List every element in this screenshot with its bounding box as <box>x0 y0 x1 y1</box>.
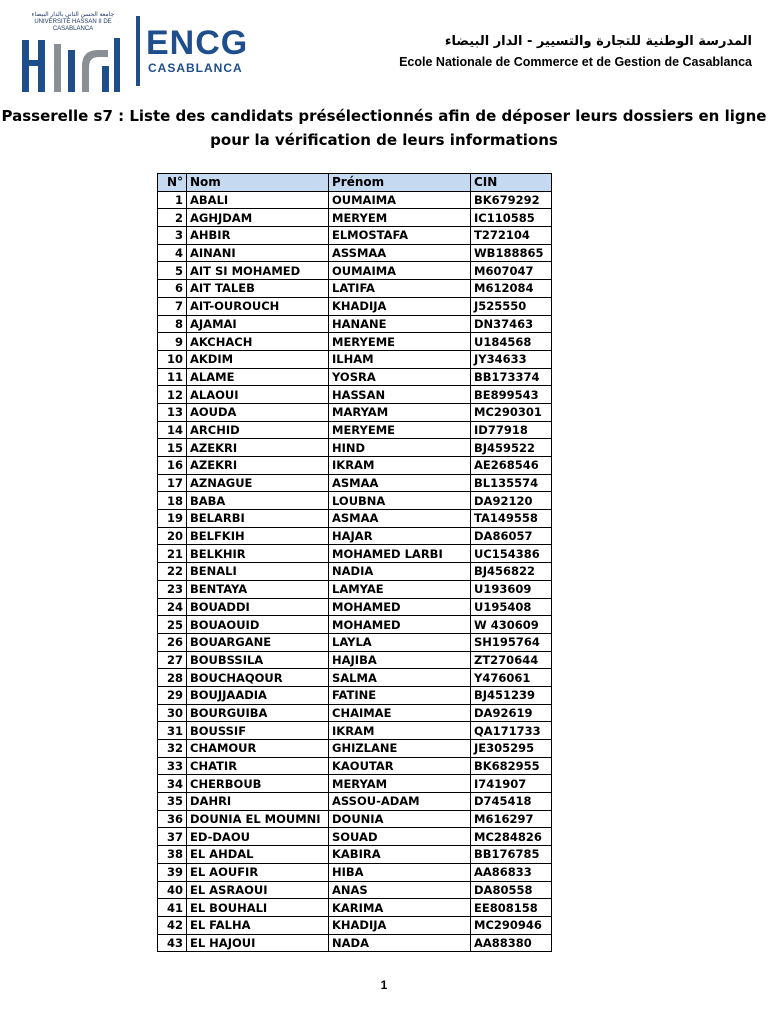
cell-nom: CHAMOUR <box>187 740 329 758</box>
column-header-nom: Nom <box>187 174 329 192</box>
cell-cin: AA88380 <box>471 934 552 952</box>
table-row <box>158 810 552 828</box>
cell-number: 28 <box>158 669 187 687</box>
table-row <box>158 280 552 298</box>
table-row <box>158 403 552 421</box>
table-row <box>158 775 552 793</box>
cell-number: 2 <box>158 209 187 227</box>
cell-cin: IC110585 <box>471 209 552 227</box>
cell-number: 13 <box>158 403 187 421</box>
cell-nom: BOUARGANE <box>187 633 329 651</box>
cell-nom: AIT SI MOHAMED <box>187 262 329 280</box>
cell-prenom: MOHAMED LARBI <box>329 545 471 563</box>
column-header-prenom: Prénom <box>329 174 471 192</box>
cell-prenom: MARYAM <box>329 403 471 421</box>
cell-cin: BJ459522 <box>471 439 552 457</box>
cell-prenom: LAMYAE <box>329 580 471 598</box>
logo-wordmark: ENCG <box>146 24 249 62</box>
cell-prenom: HAJAR <box>329 527 471 545</box>
cell-nom: AKDIM <box>187 350 329 368</box>
cell-number: 18 <box>158 492 187 510</box>
cell-prenom: SALMA <box>329 669 471 687</box>
table-row <box>158 881 552 899</box>
cell-number: 16 <box>158 457 187 475</box>
cell-nom: AIT-OUROUCH <box>187 297 329 315</box>
school-name-arabic: المدرسة الوطنية للتجارة والتسيير - الدار البيضاء <box>444 34 752 49</box>
cell-cin: DA92619 <box>471 704 552 722</box>
cell-cin: T272104 <box>471 227 552 245</box>
table-row <box>158 580 552 598</box>
cell-cin: ID77918 <box>471 421 552 439</box>
cell-cin: SH195764 <box>471 633 552 651</box>
cell-nom: ALAOUI <box>187 386 329 404</box>
table-row <box>158 191 552 209</box>
cell-cin: DA80558 <box>471 881 552 899</box>
cell-number: 35 <box>158 793 187 811</box>
table-header-row <box>158 174 552 192</box>
cell-cin: BL135574 <box>471 474 552 492</box>
cell-number: 25 <box>158 616 187 634</box>
cell-nom: AINANI <box>187 244 329 262</box>
cell-prenom: ASMAA <box>329 510 471 528</box>
cell-cin: BK682955 <box>471 757 552 775</box>
table-row <box>158 209 552 227</box>
table-row <box>158 793 552 811</box>
cell-cin: DA86057 <box>471 527 552 545</box>
cell-prenom: HIND <box>329 439 471 457</box>
cell-prenom: ELMOSTAFA <box>329 227 471 245</box>
table-row <box>158 616 552 634</box>
cell-nom: ABALI <box>187 191 329 209</box>
column-header-cin: CIN <box>471 174 552 192</box>
cell-cin: AE268546 <box>471 457 552 475</box>
cell-nom: CHERBOUB <box>187 775 329 793</box>
school-name-block <box>399 34 752 69</box>
cell-number: 42 <box>158 916 187 934</box>
cell-cin: U184568 <box>471 333 552 351</box>
cell-prenom: ANAS <box>329 881 471 899</box>
table-row <box>158 563 552 581</box>
table-row <box>158 863 552 881</box>
cell-cin: MC290301 <box>471 403 552 421</box>
cell-prenom: OUMAIMA <box>329 191 471 209</box>
cell-prenom: ASSMAA <box>329 244 471 262</box>
table-row <box>158 757 552 775</box>
cell-nom: EL BOUHALI <box>187 899 329 917</box>
cell-number: 8 <box>158 315 187 333</box>
logo-subtitle: CASABLANCA <box>148 61 243 75</box>
table-row <box>158 474 552 492</box>
cell-number: 29 <box>158 686 187 704</box>
cell-nom: BELFKIH <box>187 527 329 545</box>
cell-prenom: HAJIBA <box>329 651 471 669</box>
page-number: 1 <box>380 978 388 992</box>
cell-nom: EL ASRAOUI <box>187 881 329 899</box>
university-name-french: UNIVERSITÉ HASSAN II DE CASABLANCA <box>34 19 112 32</box>
cell-cin: BK679292 <box>471 191 552 209</box>
cell-prenom: LATIFA <box>329 280 471 298</box>
table-row <box>158 421 552 439</box>
cell-prenom: KAOUTAR <box>329 757 471 775</box>
cell-cin: Y476061 <box>471 669 552 687</box>
document-title <box>0 104 768 152</box>
cell-prenom: MOHAMED <box>329 616 471 634</box>
cell-prenom: MERYEME <box>329 333 471 351</box>
cell-cin: I741907 <box>471 775 552 793</box>
cell-prenom: GHIZLANE <box>329 740 471 758</box>
table-row <box>158 492 552 510</box>
cell-number: 37 <box>158 828 187 846</box>
cell-cin: M607047 <box>471 262 552 280</box>
cell-prenom: LOUBNA <box>329 492 471 510</box>
cell-number: 34 <box>158 775 187 793</box>
cell-prenom: NADIA <box>329 563 471 581</box>
cell-number: 30 <box>158 704 187 722</box>
table-row <box>158 934 552 952</box>
cell-nom: BOUSSIF <box>187 722 329 740</box>
logo-divider <box>136 16 140 86</box>
cell-number: 5 <box>158 262 187 280</box>
cell-nom: AZNAGUE <box>187 474 329 492</box>
cell-cin: M616297 <box>471 810 552 828</box>
cell-cin: MC284826 <box>471 828 552 846</box>
table-row <box>158 386 552 404</box>
table-row <box>158 598 552 616</box>
cell-nom: BENALI <box>187 563 329 581</box>
cell-number: 15 <box>158 439 187 457</box>
cell-number: 9 <box>158 333 187 351</box>
cell-prenom: DOUNIA <box>329 810 471 828</box>
cell-cin: ZT270644 <box>471 651 552 669</box>
cell-prenom: ASSOU-ADAM <box>329 793 471 811</box>
cell-nom: AHBIR <box>187 227 329 245</box>
table-row <box>158 510 552 528</box>
cell-prenom: KABIRA <box>329 846 471 864</box>
table-row <box>158 704 552 722</box>
cell-cin: JE305295 <box>471 740 552 758</box>
table-row <box>158 633 552 651</box>
cell-number: 27 <box>158 651 187 669</box>
cell-number: 20 <box>158 527 187 545</box>
encg-logo <box>14 12 264 86</box>
university-name-arabic: جامعة الحسن الثاني بالدار البيضاء <box>31 12 115 18</box>
cell-nom: BOUAOUID <box>187 616 329 634</box>
cell-number: 24 <box>158 598 187 616</box>
cell-cin: W 430609 <box>471 616 552 634</box>
table-row <box>158 439 552 457</box>
cell-prenom: ILHAM <box>329 350 471 368</box>
cell-nom: DAHRI <box>187 793 329 811</box>
cell-cin: D745418 <box>471 793 552 811</box>
cell-cin: BB173374 <box>471 368 552 386</box>
document-header <box>0 0 768 92</box>
cell-nom: AOUDA <box>187 403 329 421</box>
cell-prenom: MOHAMED <box>329 598 471 616</box>
cell-number: 38 <box>158 846 187 864</box>
cell-nom: AZEKRI <box>187 439 329 457</box>
cell-nom: BOURGUIBA <box>187 704 329 722</box>
cell-cin: DN37463 <box>471 315 552 333</box>
cell-number: 3 <box>158 227 187 245</box>
cell-nom: AZEKRI <box>187 457 329 475</box>
cell-nom: ED-DAOU <box>187 828 329 846</box>
cell-cin: DA92120 <box>471 492 552 510</box>
cell-nom: AIT TALEB <box>187 280 329 298</box>
column-header-number: N° <box>158 174 187 192</box>
cell-number: 6 <box>158 280 187 298</box>
cell-nom: BELARBI <box>187 510 329 528</box>
cell-cin: M612084 <box>471 280 552 298</box>
table-row <box>158 846 552 864</box>
university-emblem-icon <box>16 30 128 96</box>
cell-number: 21 <box>158 545 187 563</box>
cell-nom: CHATIR <box>187 757 329 775</box>
cell-prenom: KARIMA <box>329 899 471 917</box>
cell-number: 39 <box>158 863 187 881</box>
cell-prenom: MERYEME <box>329 421 471 439</box>
table-row <box>158 333 552 351</box>
title-line-1: Passerelle s7 : Liste des candidats présélectionnés afin de déposer leurs dossiers en ligne <box>1 107 767 125</box>
table-row <box>158 740 552 758</box>
cell-cin: MC290946 <box>471 916 552 934</box>
table-row <box>158 368 552 386</box>
cell-cin: WB188865 <box>471 244 552 262</box>
cell-number: 10 <box>158 350 187 368</box>
cell-cin: EE808158 <box>471 899 552 917</box>
cell-number: 17 <box>158 474 187 492</box>
cell-number: 14 <box>158 421 187 439</box>
cell-nom: EL FALHA <box>187 916 329 934</box>
table-row <box>158 262 552 280</box>
cell-cin: J525550 <box>471 297 552 315</box>
cell-prenom: KHADIJA <box>329 297 471 315</box>
table-row <box>158 899 552 917</box>
table-row <box>158 545 552 563</box>
cell-number: 23 <box>158 580 187 598</box>
cell-number: 43 <box>158 934 187 952</box>
cell-cin: QA171733 <box>471 722 552 740</box>
cell-nom: DOUNIA EL MOUMNI <box>187 810 329 828</box>
table-row <box>158 244 552 262</box>
cell-prenom: YOSRA <box>329 368 471 386</box>
cell-prenom: IKRAM <box>329 722 471 740</box>
cell-cin: BJ451239 <box>471 686 552 704</box>
table-row <box>158 315 552 333</box>
cell-number: 31 <box>158 722 187 740</box>
cell-cin: U195408 <box>471 598 552 616</box>
cell-nom: BELKHIR <box>187 545 329 563</box>
cell-nom: BOUJJAADIA <box>187 686 329 704</box>
cell-nom: AGHJDAM <box>187 209 329 227</box>
cell-nom: ARCHID <box>187 421 329 439</box>
cell-prenom: OUMAIMA <box>329 262 471 280</box>
cell-nom: BENTAYA <box>187 580 329 598</box>
cell-cin: BB176785 <box>471 846 552 864</box>
table-row <box>158 527 552 545</box>
cell-nom: BOUBSSILA <box>187 651 329 669</box>
table-row <box>158 916 552 934</box>
cell-prenom: HASSAN <box>329 386 471 404</box>
cell-prenom: NADA <box>329 934 471 952</box>
cell-number: 36 <box>158 810 187 828</box>
cell-nom: AKCHACH <box>187 333 329 351</box>
table-row <box>158 350 552 368</box>
cell-number: 22 <box>158 563 187 581</box>
cell-number: 33 <box>158 757 187 775</box>
school-name-french: Ecole Nationale de Commerce et de Gestion de Casablanca <box>399 55 752 69</box>
title-line-2: pour la vérification de leurs informations <box>210 131 558 149</box>
cell-cin: U193609 <box>471 580 552 598</box>
table-row <box>158 297 552 315</box>
cell-nom: BABA <box>187 492 329 510</box>
cell-number: 40 <box>158 881 187 899</box>
cell-cin: TA149558 <box>471 510 552 528</box>
table-row <box>158 722 552 740</box>
cell-cin: AA86833 <box>471 863 552 881</box>
cell-number: 11 <box>158 368 187 386</box>
cell-prenom: IKRAM <box>329 457 471 475</box>
cell-nom: EL AOUFIR <box>187 863 329 881</box>
table-row <box>158 651 552 669</box>
table-row <box>158 828 552 846</box>
cell-prenom: FATINE <box>329 686 471 704</box>
cell-prenom: SOUAD <box>329 828 471 846</box>
cell-prenom: MERYEM <box>329 209 471 227</box>
cell-nom: AJAMAI <box>187 315 329 333</box>
cell-number: 26 <box>158 633 187 651</box>
cell-cin: UC154386 <box>471 545 552 563</box>
cell-cin: JY34633 <box>471 350 552 368</box>
cell-number: 12 <box>158 386 187 404</box>
cell-number: 41 <box>158 899 187 917</box>
cell-cin: BE899543 <box>471 386 552 404</box>
cell-prenom: ASMAA <box>329 474 471 492</box>
table-row <box>158 686 552 704</box>
cell-number: 7 <box>158 297 187 315</box>
table-row <box>158 457 552 475</box>
cell-prenom: KHADIJA <box>329 916 471 934</box>
cell-number: 1 <box>158 191 187 209</box>
cell-nom: EL AHDAL <box>187 846 329 864</box>
cell-nom: BOUCHAQOUR <box>187 669 329 687</box>
cell-number: 19 <box>158 510 187 528</box>
cell-prenom: MERYAM <box>329 775 471 793</box>
cell-nom: BOUADDI <box>187 598 329 616</box>
cell-prenom: HANANE <box>329 315 471 333</box>
table-row <box>158 227 552 245</box>
cell-prenom: CHAIMAE <box>329 704 471 722</box>
cell-number: 4 <box>158 244 187 262</box>
cell-cin: BJ456822 <box>471 563 552 581</box>
cell-nom: ALAME <box>187 368 329 386</box>
cell-nom: EL HAJOUI <box>187 934 329 952</box>
candidates-table <box>157 173 552 952</box>
table-row <box>158 669 552 687</box>
cell-number: 32 <box>158 740 187 758</box>
cell-prenom: HIBA <box>329 863 471 881</box>
cell-prenom: LAYLA <box>329 633 471 651</box>
